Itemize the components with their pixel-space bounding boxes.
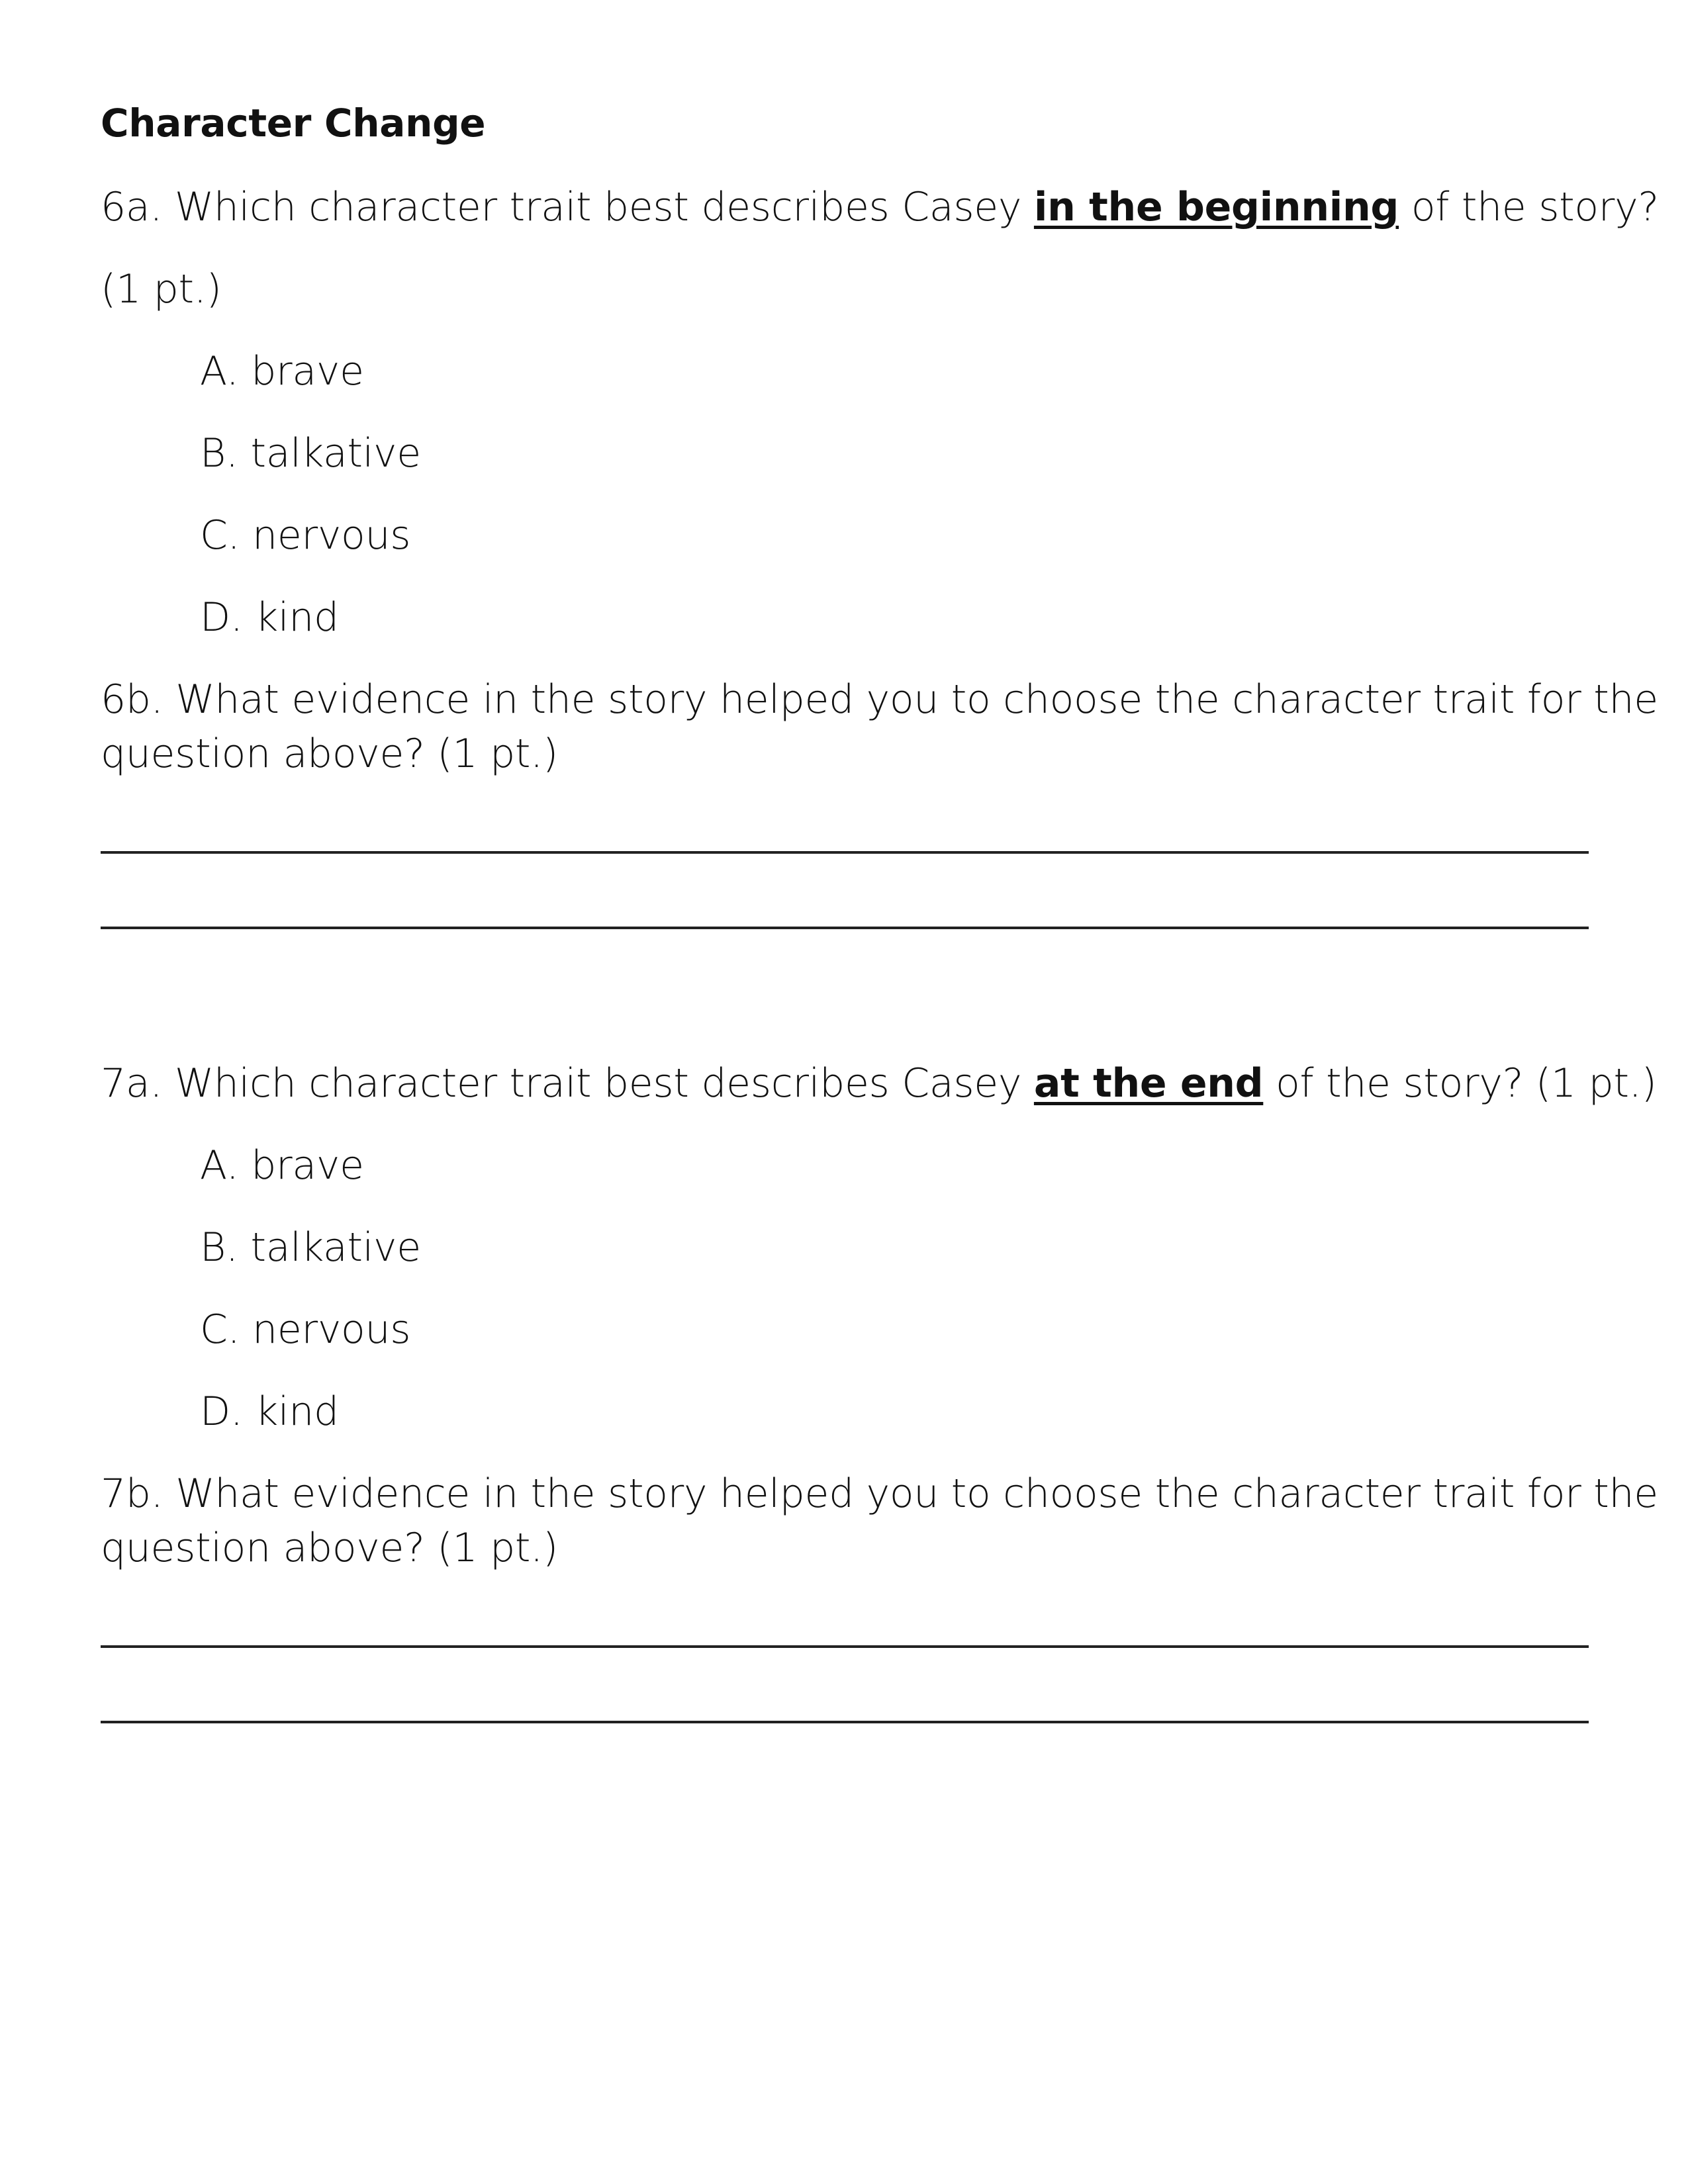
question-7a-emphasis: at the end	[1033, 1060, 1264, 1107]
choice-7a-d[interactable]: D. kind	[200, 1388, 339, 1435]
choice-6a-c[interactable]: C. nervous	[200, 512, 411, 559]
question-7a-text: 7a. Which character trait best describes Casey	[101, 1060, 1034, 1107]
answer-line-6b-1[interactable]	[101, 851, 1589, 854]
question-7b-line-1: 7b. What evidence in the story helped you to choose the character trait for the	[101, 1471, 1658, 1517]
question-6a	[101, 180, 1659, 234]
question-7b-line-2: question above? (1 pt.)	[101, 1525, 559, 1571]
page-title: Character Change	[101, 101, 486, 146]
choice-7a-a[interactable]: A. brave	[200, 1142, 364, 1189]
question-6a-emphasis: in the beginning	[1033, 184, 1399, 230]
choice-7a-b[interactable]: B. talkative	[200, 1224, 421, 1271]
question-6b-line-2: question above? (1 pt.)	[101, 731, 559, 777]
question-6a-points: (1 pt.)	[101, 266, 222, 312]
choice-7a-c[interactable]: C. nervous	[200, 1306, 411, 1353]
question-6b-line-1: 6b. What evidence in the story helped you to choose the character trait for the	[101, 676, 1658, 723]
choice-6a-d[interactable]: D. kind	[200, 594, 339, 641]
answer-line-7b-1[interactable]	[101, 1645, 1589, 1648]
question-6a-text: 6a. Which character trait best describes Casey	[101, 184, 1034, 230]
answer-line-6b-2[interactable]	[101, 927, 1589, 929]
choice-6a-a[interactable]: A. brave	[200, 348, 364, 394]
question-6a-text-end: of the story?	[1399, 184, 1659, 230]
answer-line-7b-2[interactable]	[101, 1721, 1589, 1723]
question-7a-text-end: of the story? (1 pt.)	[1263, 1060, 1657, 1107]
choice-6a-b[interactable]: B. talkative	[200, 430, 421, 477]
question-7a	[101, 1056, 1657, 1111]
